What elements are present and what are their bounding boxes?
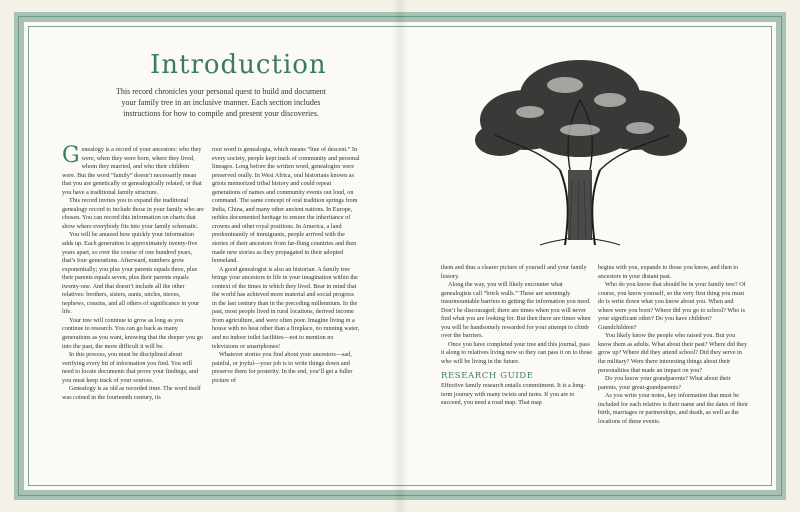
paragraph: This record invites you to expand the traditional genealogy record to include those in your family who are chosen. You can record this information on charts that show where everybody fits into your family schematic. bbox=[62, 197, 204, 230]
paragraph: Your tree will continue to grow as long as you continue to research. You can go back as many generations as you want, knowing that the deeper you go into the past, the more difficult it will be. bbox=[62, 316, 203, 350]
paragraph: root word is genealogia, which means “line of descent.” In every society, people kept track of community and personal lineages. Long before the written word, genealogies were preserved orally. In West Africa, oral historians known as griots memorized tribal history and could repeat generations of names and community events out loud, on command. The same concept of oral tradition springs from India, China, and many other ancient nations. In Europe, nobles documented heritage to ensure the inheritance of crowns and other royal positions. In America, a land predominantly of immigrants, people arrived with the stories of their ancestors from far-flung countries and then made new stories as they propagated in their adopted homeland. bbox=[212, 146, 360, 265]
paragraph: As you write your notes, key information that must be included for each relative is their name and the dates of their birth, marriages or partnerships, and death, as well as the locations of these events. bbox=[598, 392, 748, 425]
section-heading-research-guide: RESEARCH GUIDE bbox=[441, 370, 534, 381]
paragraph: Once you have completed your tree and this journal, pass it along to relatives living now so they can pass it on to those who will be living in the future. bbox=[441, 340, 593, 366]
paragraph: them and thus a clearer picture of yourself and your family history. bbox=[441, 264, 587, 280]
paragraph: You will be amazed how quickly your information adds up. Each generation is approximately twenty-five years apart, so over the course of one hundred years, that’s four generations. Afterward, numbers grow exponentially; you plus your parents equals three, plus their parents equals seven, plus their parents equals twenty-one. And that doesn’t include all the other relatives: brothers, sisters, aunts, uncles, nieces, nephews, cousins, and all others of significance in your life. bbox=[62, 231, 200, 316]
left-column-2 bbox=[212, 146, 360, 385]
left-column-1 bbox=[62, 143, 204, 402]
paragraph: Genealogy is as old as recorded time. The word itself was coined in the fourteenth century, its bbox=[62, 385, 201, 401]
paragraph: A good genealogist is also an historian. A family tree brings your ancestors to life in your imagination within the context of the times in which they lived. Bear in mind that the world has achieved more material and social progress in the last century than in the preceding millennium. In the past, most people lived in rural locations, derived income from agriculture, and were often poor. Imagine living in a house with no heat other than a fireplace, no running water, and no indoor toilet facilities—not to mention no televisions or smartphones! bbox=[212, 265, 360, 350]
paragraph: In this process, you must be disciplined about verifying every bit of information you find. You will need to locate documents that prove your findings, and you must keep track of your sources. bbox=[62, 351, 198, 384]
paragraph-text: enealogy is a record of your ancestors: who they were, when they were born, where they lived, whom they married, and who their children were. But the word “family” doesn’t necessarily mean that you are genetically or genealogically related, or that you have a traditional family structure. bbox=[62, 146, 202, 196]
paragraph bbox=[62, 143, 204, 197]
page-title: Introduction bbox=[150, 50, 327, 80]
paragraph: Effective family research entails commitment. It is a long-term journey with many twists and turns. If you are to succeed, you need a road map. That map bbox=[441, 382, 586, 407]
right-column-2 bbox=[598, 264, 750, 426]
paragraph: Whatever stories you find about your ancestors—sad, painful, or joyful—your job is to write things down and preserve them for posterity. In the end, you’ll get a fuller picture of bbox=[212, 351, 353, 384]
page-gutter bbox=[392, 0, 408, 512]
intro-lead: This record chronicles your personal quest to build and document your family tree in an inclusive manner. Each section includes instructions for how to compile and present your discoveries. bbox=[116, 87, 326, 118]
paragraph: Who do you know that should be in your family tree? Of course, you know yourself, so the very first thing you must do is write down what you know about you. When and where were you born? Where did you go to school? Who is your significant other? Do you have children? Grandchildren? bbox=[598, 281, 746, 331]
drop-cap: G bbox=[62, 143, 80, 168]
paragraph: begins with you, expands to those you know, and then to ancestors in your distant past. bbox=[598, 264, 739, 280]
tree-illustration bbox=[470, 40, 690, 250]
right-column-1 bbox=[441, 264, 593, 408]
paragraph: Along the way, you will likely encounter what genealogists call “brick walls.” These are seemingly insurmountable barriers to getting the information you need. Don’t be discouraged; there are times when you will never find what you are looking for. But then there are times when you will be handsomely rewarded for your attempt to climb over the barriers. bbox=[441, 281, 591, 340]
paragraph: You likely know the people who raised you. But you know them as adults. What about their past? Where did they grow up? Where did they attend school? Did they serve in the military? Were there interesting things about their personalities that made an impact on you? bbox=[598, 332, 748, 374]
paragraph: Do you know your grandparents? What about their parents, your great-grandparents? bbox=[598, 375, 731, 391]
